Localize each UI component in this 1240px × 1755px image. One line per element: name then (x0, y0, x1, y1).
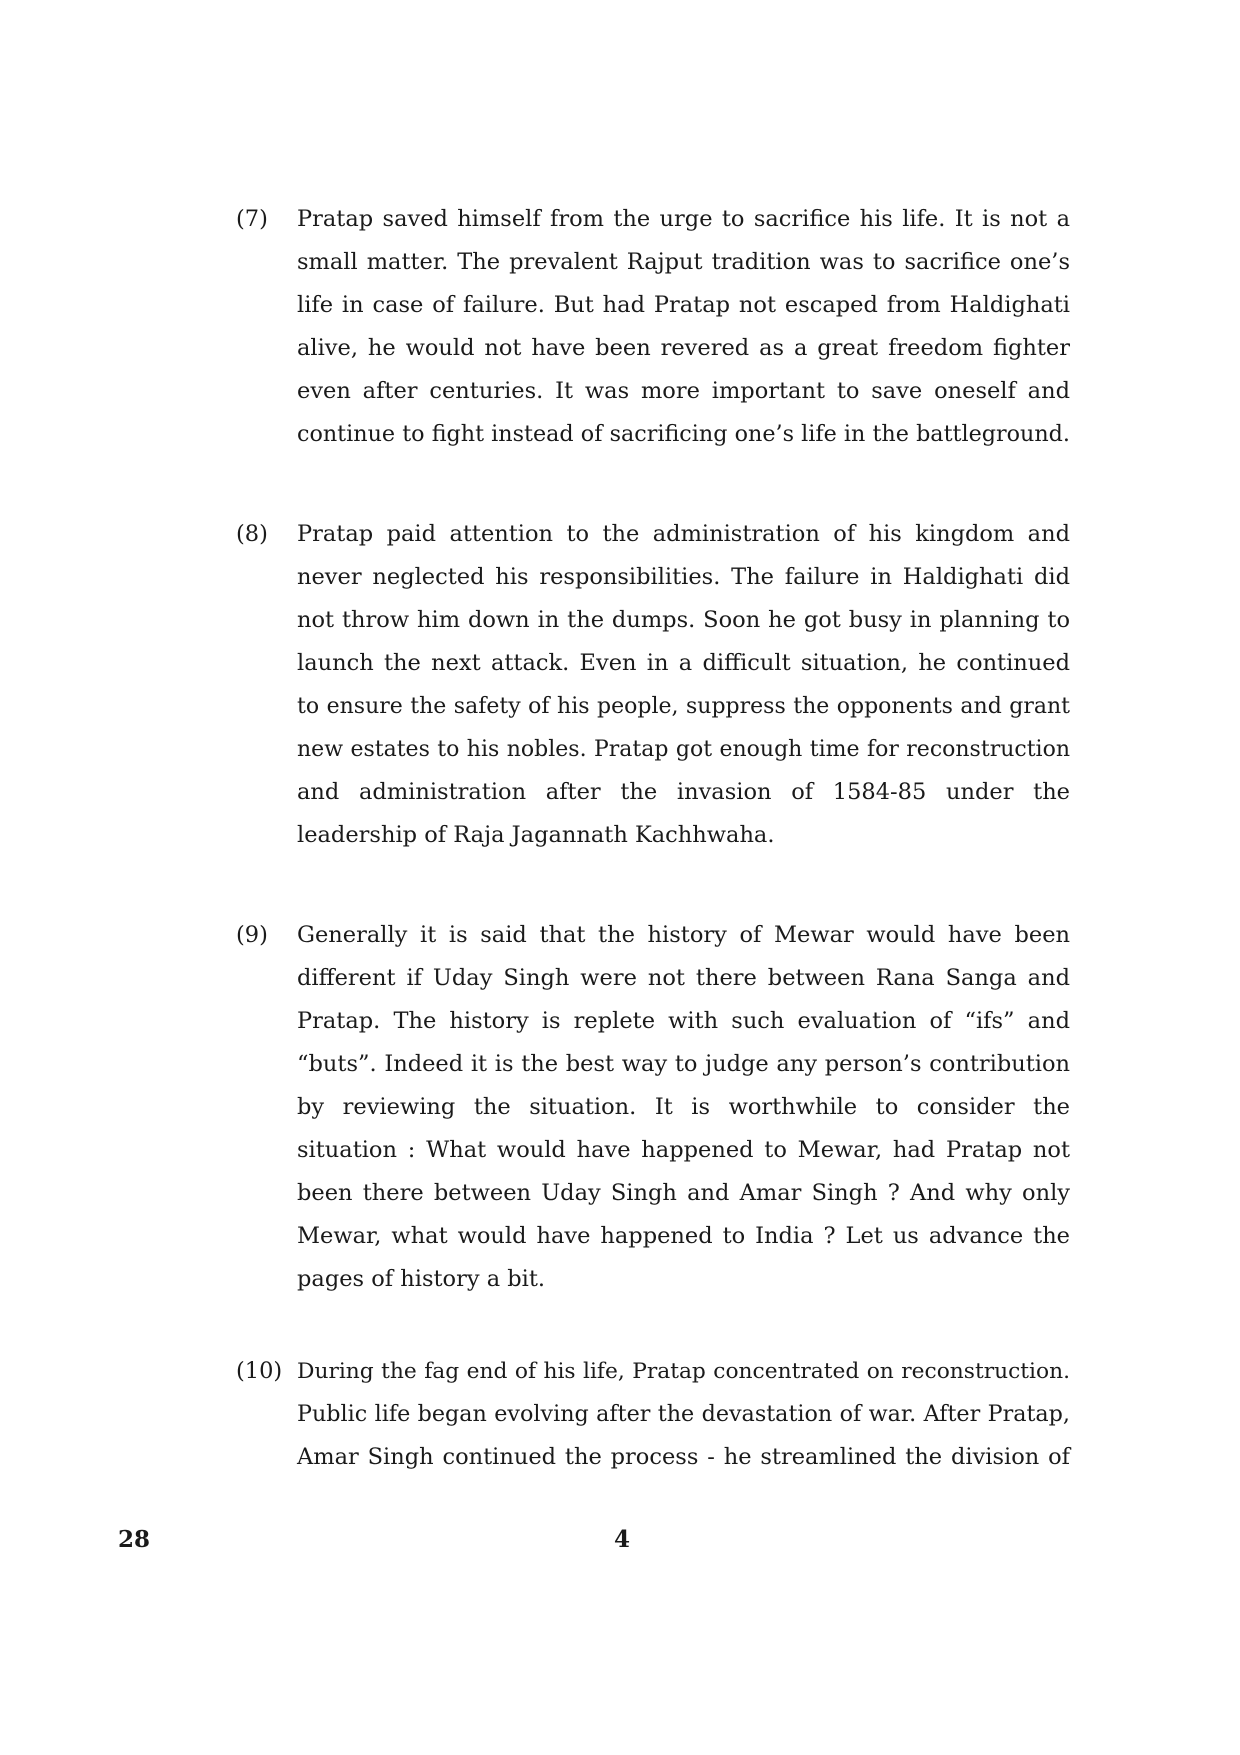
text-line: Generally it is said that the history of Mewar would have been (297, 922, 1070, 948)
text-line: never neglected his responsibilities. The failure in Haldighati did (297, 564, 1070, 590)
text-line: Mewar, what would have happened to India ? Let us advance the (297, 1223, 1070, 1249)
paragraph-number: (8) (236, 521, 268, 547)
text-line: Pratap saved himself from the urge to sacrifice his life. It is not a (297, 206, 1070, 232)
text-line: by reviewing the situation. It is worthwhile to consider the (297, 1094, 1070, 1120)
text-line: different if Uday Singh were not there between Rana Sanga and (297, 965, 1070, 991)
text-line: and administration after the invasion of 1584-85 under the (297, 779, 1070, 805)
document-code: 28 (118, 1526, 151, 1553)
text-line: new estates to his nobles. Pratap got enough time for reconstruction (297, 737, 1070, 762)
text-line: Pratap paid attention to the administration of his kingdom and (297, 521, 1070, 547)
text-line: to ensure the safety of his people, suppress the opponents and grant (297, 694, 1070, 719)
paragraph-number: (9) (236, 922, 268, 948)
text-line: During the fag end of his life, Pratap concentrated on reconstruction. (297, 1359, 1070, 1384)
text-line: small matter. The prevalent Rajput tradition was to sacrifice one’s (297, 249, 1070, 275)
paragraph-body (297, 1350, 1070, 1479)
text-line: leadership of Raja Jagannath Kachhwaha. (297, 822, 775, 848)
text-line: alive, he would not have been revered as a great freedom fighter (297, 335, 1070, 361)
text-line: situation : What would have happened to Mewar, had Pratap not (297, 1137, 1070, 1163)
text-line: “buts”. Indeed it is the best way to judge any person’s contribution (297, 1051, 1070, 1077)
page-number: 4 (613, 1526, 630, 1553)
paragraph-body (297, 513, 1070, 857)
text-line: not throw him down in the dumps. Soon he got busy in planning to (297, 607, 1070, 633)
text-line: pages of history a bit. (297, 1266, 546, 1292)
text-line: even after centuries. It was more important to save oneself and (297, 378, 1070, 404)
text-line: Pratap. The history is replete with such evaluation of “ifs” and (297, 1008, 1070, 1034)
text-line: been there between Uday Singh and Amar Singh ? And why only (297, 1180, 1070, 1206)
text-line: life in case of failure. But had Pratap not escaped from Haldighati (297, 292, 1070, 318)
paragraph-body (297, 198, 1070, 456)
text-line: Amar Singh continued the process - he streamlined the division of (297, 1444, 1070, 1470)
paragraph-number: (10) (236, 1358, 283, 1384)
text-line: Public life began evolving after the devastation of war. After Pratap, (297, 1401, 1070, 1427)
text-line: launch the next attack. Even in a difficult situation, he continued (297, 650, 1070, 676)
text-line: continue to fight instead of sacrificing one’s life in the battleground. (297, 421, 1070, 447)
paragraph-body (297, 914, 1070, 1301)
paragraph-number: (7) (236, 206, 268, 232)
